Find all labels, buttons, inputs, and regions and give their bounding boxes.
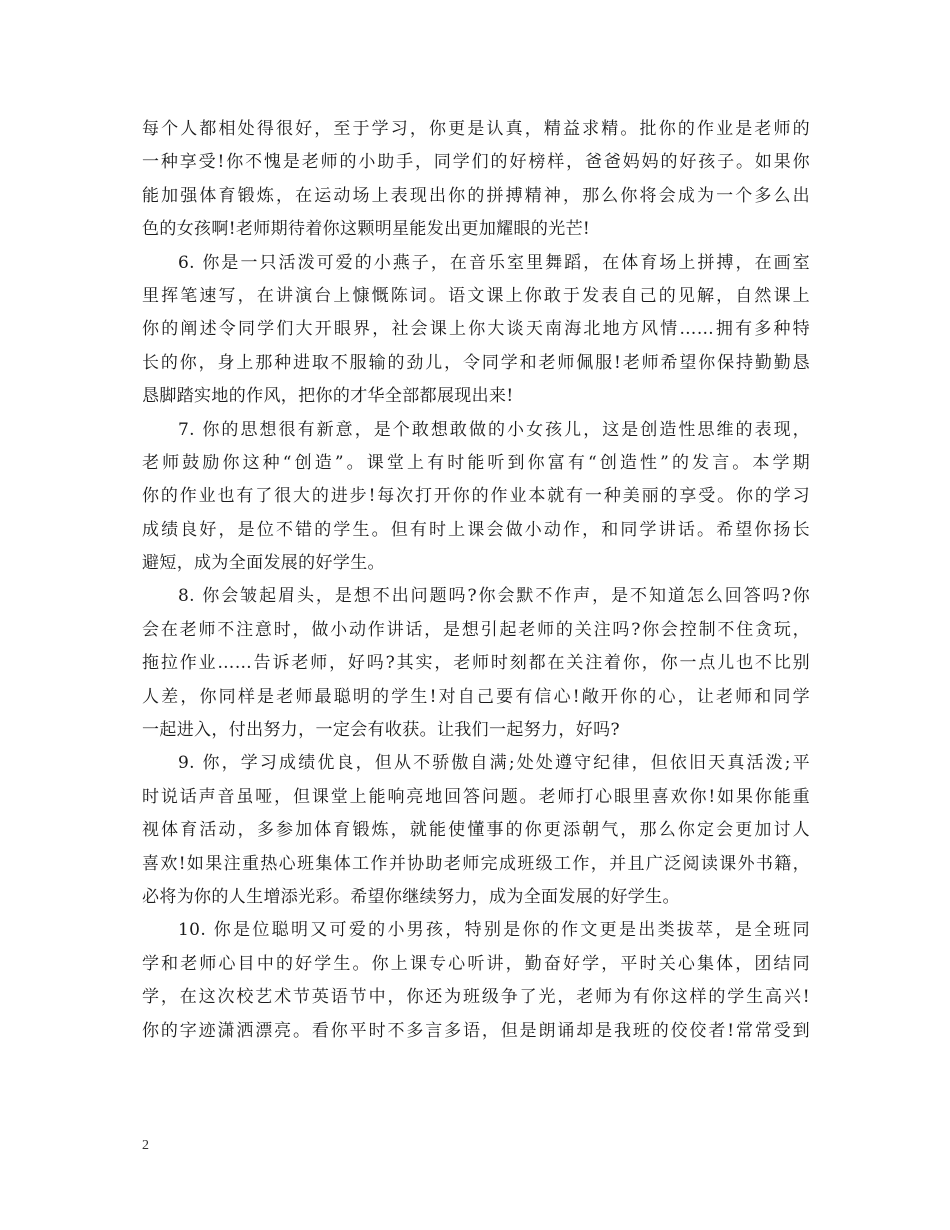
text-line: 避短，成为全面发展的好学生。 bbox=[142, 553, 385, 574]
text-line: 长的你，身上那种进取不服输的劲儿，令同学和老师佩服!老师希望你保持勤勤恳 bbox=[142, 352, 810, 373]
body-text bbox=[142, 113, 810, 1048]
text-line: 你的作业也有了很大的进步!每次打开你的作业本就有一种美丽的享受。你的学习 bbox=[142, 486, 810, 507]
text-line: 视体育活动，多参加体育锻炼，就能使懂事的你更添朝气，那么你定会更加讨人 bbox=[142, 820, 810, 841]
text-line: 成绩良好，是位不错的学生。但有时上课会做小动作，和同学讲话。希望你扬长 bbox=[142, 519, 810, 540]
paragraph-6-start: 6. 你是一只活泼可爱的小燕子，在音乐室里舞蹈，在体育场上拼搏，在画室 bbox=[178, 252, 810, 273]
text-line: 学和老师心目中的好学生。你上课专心听讲，勤奋好学，平时关心集体，团结同 bbox=[142, 953, 810, 974]
text-line: 拖拉作业……告诉老师，好吗?其实，老师时刻都在关注着你，你一点儿也不比别 bbox=[142, 653, 810, 674]
text-line: 里挥笔速写，在讲演台上慷慨陈词。语文课上你敢于发表自己的见解，自然课上 bbox=[142, 285, 810, 306]
paragraph-10-start: 10. 你是位聪明又可爱的小男孩，特别是你的作文更是出类拔萃，是全班同 bbox=[178, 920, 810, 941]
text-line: 色的女孩啊!老师期待着你这颗明星能发出更加耀眼的光芒! bbox=[142, 219, 591, 240]
text-line: 一起进入，付出努力，一定会有收获。让我们一起努力，好吗? bbox=[142, 720, 620, 741]
text-line: 必将为你的人生增添光彩。希望你继续努力，成为全面发展的好学生。 bbox=[142, 886, 680, 907]
text-line: 你的阐述令同学们大开眼界，社会课上你大谈天南海北地方风情……拥有多种特 bbox=[142, 319, 810, 340]
text-line: 喜欢!如果注重热心班集体工作并协助老师完成班级工作，并且广泛阅读课外书籍， bbox=[142, 853, 810, 874]
text-line: 能加强体育锻炼，在运动场上表现出你的拼搏精神，那么你将会成为一个多么出 bbox=[142, 185, 810, 206]
text-line: 时说话声音虽哑，但课堂上能响亮地回答问题。老师打心眼里喜欢你!如果你能重 bbox=[142, 786, 810, 807]
text-line: 你的字迹潇洒漂亮。看你平时不多言多语，但是朗诵却是我班的佼佼者!常常受到 bbox=[142, 1020, 810, 1041]
paragraph-9-start: 9. 你，学习成绩优良，但从不骄傲自满;处处遵守纪律，但依旧天真活泼;平 bbox=[178, 753, 810, 774]
text-line: 一种享受!你不愧是老师的小助手，同学们的好榜样，爸爸妈妈的好孩子。如果你 bbox=[142, 152, 810, 173]
text-line: 老师鼓励你这种“创造”。课堂上有时能听到你富有“创造性”的发言。本学期 bbox=[142, 452, 810, 473]
text-line: 每个人都相处得很好，至于学习，你更是认真，精益求精。批你的作业是老师的 bbox=[142, 119, 810, 139]
text-line: 人差，你同样是老师最聪明的学生!对自己要有信心!敞开你的心，让老师和同学 bbox=[142, 686, 810, 707]
page-number: 2 bbox=[142, 1138, 149, 1153]
text-line: 会在老师不注意时，做小动作讲话，是想引起老师的关注吗?你会控制不住贪玩， bbox=[142, 619, 810, 640]
text-line: 恳脚踏实地的作风，把你的才华全部都展现出来! bbox=[142, 386, 514, 407]
paragraph-8-start: 8. 你会皱起眉头，是想不出问题吗?你会默不作声，是不知道怎么回答吗?你 bbox=[178, 586, 810, 607]
text-line: 学，在这次校艺术节英语节中，你还为班级争了光，老师为有你这样的学生高兴! bbox=[142, 987, 810, 1008]
paragraph-7-start: 7. 你的思想很有新意，是个敢想敢做的小女孩儿，这是创造性思维的表现， bbox=[178, 419, 810, 440]
